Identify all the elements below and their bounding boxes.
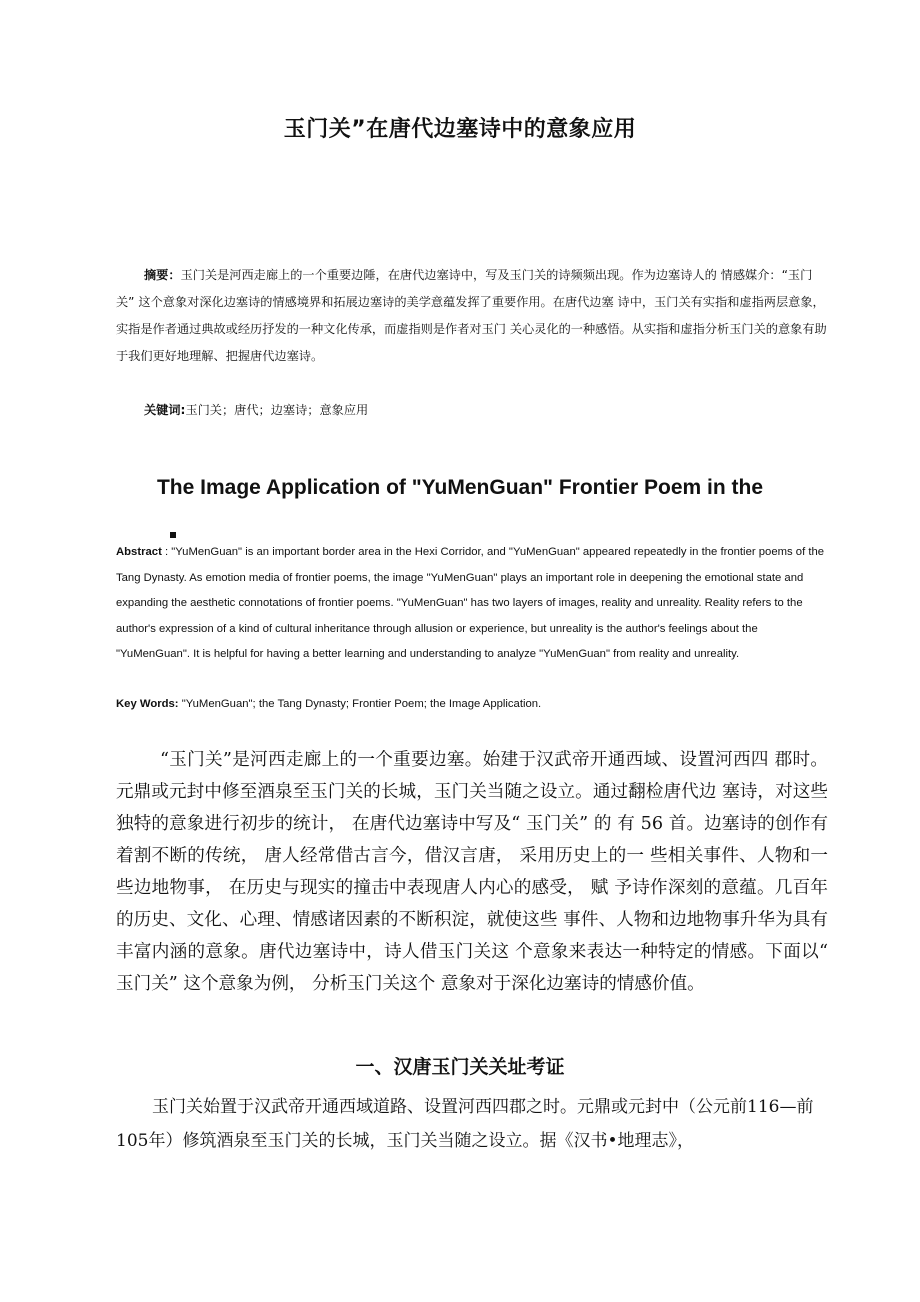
english-abstract-label: Abstract <box>116 546 162 558</box>
chinese-keywords-label: 关键词: <box>144 403 186 417</box>
chinese-keywords <box>144 400 824 420</box>
english-keywords <box>116 694 828 714</box>
chinese-title: 玉门关”在唐代边塞诗中的意象应用 <box>283 117 637 142</box>
bullet-square-icon <box>170 532 176 538</box>
english-abstract-text: : "YuMenGuan" is an important border area in the Hexi Corridor, and "YuMenGuan" appeared repeatedly in the frontier poems of the Tang Dynasty. As emotion media of frontier poems, the image "YuMenGuan" plays an important role in deepening the emotional state and expanding the aesthetic connotations of frontier poems. "YuMenGuan" has two layers of images, reality and unreality. Reality refers to the author's expression of a kind of cultural inheritance through allusion or experience, but unreality is the author's feelings about the "YuMenGuan". It is helpful for having a better learning and understanding to analyze "YuMenGuan" from reality and unreality. <box>116 546 825 661</box>
body-paragraph-section-1: 玉门关始置于汉武帝开通西域道路、设置河西四郡之时。元鼎或元封中（公元前116—前105年）修筑酒泉至玉门关的长城，玉门关当随之设立。据《汉书•地理志》， <box>116 1097 814 1151</box>
chinese-abstract <box>116 262 828 370</box>
body-paragraph-intro: “玉门关”是河西走廊上的一个重要边塞。始建于汉武帝开通西域、设置河西四 郡时。元鼎或元封中修至酒泉至玉门关的长城，玉门关当随之设立。通过翻检唐代边 塞诗，对这些独特的意象进行初步的统计， 在唐代边塞诗中写及“ 玉门关” 的 有 56 首。边塞诗的创作有着割不断的传统， 唐人经常借古言今，借汉言唐， 采用历史上的一 些相关事件、人物和一些边地物事， 在历史与现实的撞击中表现唐人内心的感受， 赋 予诗作深刻的意蕴。几百年的历史、文化、心理、情感诸因素的不断积淀，就使这些 事件、人物和边地物事升华为具有丰富内涵的意象。唐代边塞诗中，诗人借玉门关这 个意象来表达一种特定的情感。下面以“ 玉门关” 这个意象为例， 分析玉门关这个 意象对于深化边塞诗的情感价值。 <box>116 750 828 994</box>
english-keywords-text: "YuMenGuan"; the Tang Dynasty; Frontier Poem; the Image Application. <box>178 698 542 710</box>
english-keywords-label: Key Words: <box>116 698 179 710</box>
chinese-abstract-text: 玉门关是河西走廊上的一个重要边陲，在唐代边塞诗中，写及玉门关的诗频频出现。作为边塞诗人的 情感媒介：“玉门关” 这个意象对深化边塞诗的情感境界和拓展边塞诗的美学意蕴发挥了重要作用。在唐代边塞 诗中，玉门关有实指和虚指两层意象，实指是作者通过典故或经历抒发的一种文化传承，而虚指则是作者对玉门 关心灵化的一种感悟。从实指和虚指分析玉门关的意象有助于我们更好地理解、把握唐代边塞诗。 <box>116 268 827 363</box>
english-abstract <box>116 540 828 668</box>
chinese-keywords-text: 玉门关；唐代；边塞诗；意象应用 <box>185 403 369 417</box>
english-title: The Image Application of "YuMenGuan" Frontier Poem in the <box>156 476 764 499</box>
chinese-abstract-label: 摘要： <box>144 268 181 282</box>
section-heading: 一、汉唐玉门关关址考证 <box>355 1056 565 1078</box>
